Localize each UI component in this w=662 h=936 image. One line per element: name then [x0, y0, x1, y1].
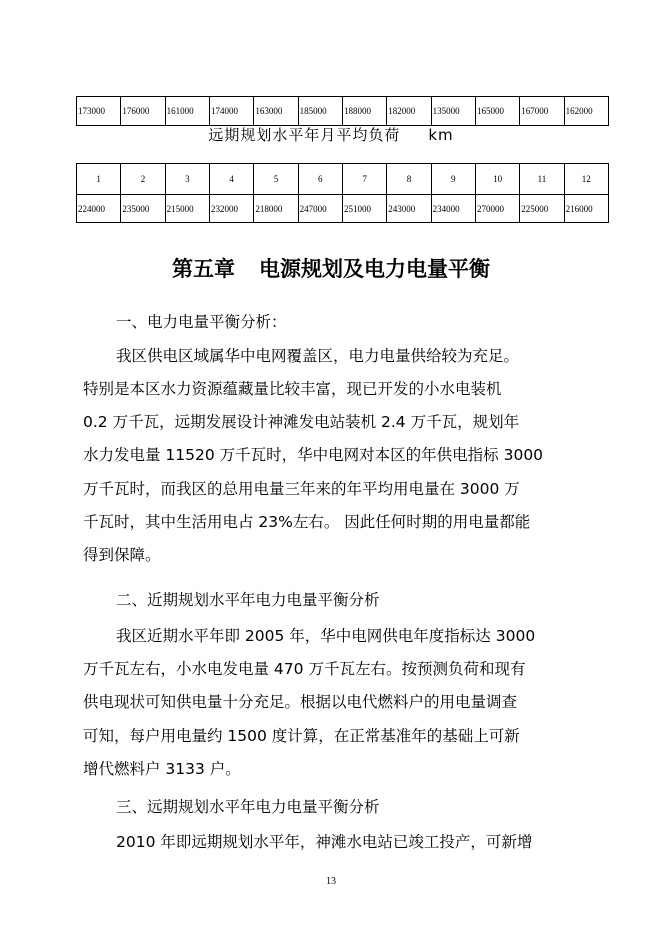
- table-cell: 243000: [387, 195, 431, 223]
- caption-title: 远期规划水平年月平均负荷: [208, 126, 401, 144]
- month-header: 9: [431, 164, 475, 195]
- table-cell: 162000: [564, 97, 608, 126]
- table-row: [77, 195, 609, 223]
- table-cell: 224000: [77, 195, 121, 223]
- table-caption: [0, 125, 662, 145]
- table-header-row: [77, 164, 609, 195]
- table-cell: 161000: [165, 97, 209, 126]
- month-header: 6: [298, 164, 342, 195]
- chapter-title: [0, 254, 662, 284]
- paragraph-line: 特别是本区水力资源蕴藏量比较丰富，现已开发的小水电装机: [83, 380, 502, 398]
- paragraph-line: 万千瓦左右，小水电发电量 470 万千瓦左右。按预测负荷和现有: [83, 660, 526, 678]
- table-cell: 163000: [254, 97, 298, 126]
- paragraph-line: 我区近期水平年即 2005 年，华中电网供电年度指标达 3000: [116, 627, 536, 645]
- month-header: 12: [564, 164, 608, 195]
- paragraph-line: 水力发电量 11520 万千瓦时，华中电网对本区的年供电指标 3000: [83, 446, 544, 464]
- table-cell: 174000: [209, 97, 253, 126]
- table-cell: 232000: [209, 195, 253, 223]
- table-cell: 182000: [387, 97, 431, 126]
- month-header: 11: [520, 164, 564, 195]
- far-term-load-table: [76, 163, 609, 223]
- month-header: 7: [342, 164, 386, 195]
- paragraph-line: 增代燃料户 3133 户。: [83, 760, 241, 778]
- table-cell: 251000: [342, 195, 386, 223]
- section-heading: 三、远期规划水平年电力电量平衡分析: [116, 798, 380, 816]
- chapter-number: 第五章: [172, 256, 235, 281]
- paragraph-line: 2010 年即远期规划水平年，神滩水电站已竣工投产，可新增: [116, 833, 533, 851]
- paragraph-line: 0.2 万千瓦，远期发展设计神滩发电站装机 2.4 万千瓦，规划年: [83, 413, 520, 431]
- month-header: 10: [475, 164, 519, 195]
- month-header: 4: [209, 164, 253, 195]
- month-header: 8: [387, 164, 431, 195]
- table-cell: 185000: [298, 97, 342, 126]
- table-cell: 218000: [254, 195, 298, 223]
- table-cell: 216000: [564, 195, 608, 223]
- monthly-load-table-top: [76, 96, 609, 126]
- month-header: 5: [254, 164, 298, 195]
- table-cell: 165000: [475, 97, 519, 126]
- chapter-name: 电源规划及电力电量平衡: [259, 256, 490, 281]
- section-heading: 二、近期规划水平年电力电量平衡分析: [116, 591, 380, 609]
- paragraph-line: 可知，每户用电量约 1500 度计算，在正常基准年的基础上可新: [83, 727, 520, 745]
- section-heading: 一、电力电量平衡分析：: [116, 313, 287, 331]
- paragraph-line: 得到保障。: [83, 546, 161, 564]
- table-cell: 135000: [431, 97, 475, 126]
- paragraph-line: 千瓦时，其中生活用电占 23%左右。 因此任何时期的用电量都能: [83, 513, 531, 531]
- caption-unit: km: [428, 126, 454, 144]
- page-number: 13: [326, 876, 336, 887]
- table-cell: 225000: [520, 195, 564, 223]
- table-cell: 176000: [121, 97, 165, 126]
- paragraph-line: 我区供电区域属华中电网覆盖区，电力电量供给较为充足。: [116, 347, 520, 365]
- table-cell: 188000: [342, 97, 386, 126]
- paragraph-line: 供电现状可知供电量十分充足。根据以电代燃料户的用电量调查: [83, 693, 518, 711]
- table-cell: 215000: [165, 195, 209, 223]
- table-cell: 234000: [431, 195, 475, 223]
- table-cell: 173000: [77, 97, 121, 126]
- paragraph-line: 万千瓦时，而我区的总用电量三年来的年平均用电量在 3000 万: [83, 480, 520, 498]
- table-cell: 270000: [475, 195, 519, 223]
- table-cell: 247000: [298, 195, 342, 223]
- table-row: [77, 97, 609, 126]
- table-cell: 167000: [520, 97, 564, 126]
- table-cell: 235000: [121, 195, 165, 223]
- month-header: 3: [165, 164, 209, 195]
- month-header: 1: [77, 164, 121, 195]
- month-header: 2: [121, 164, 165, 195]
